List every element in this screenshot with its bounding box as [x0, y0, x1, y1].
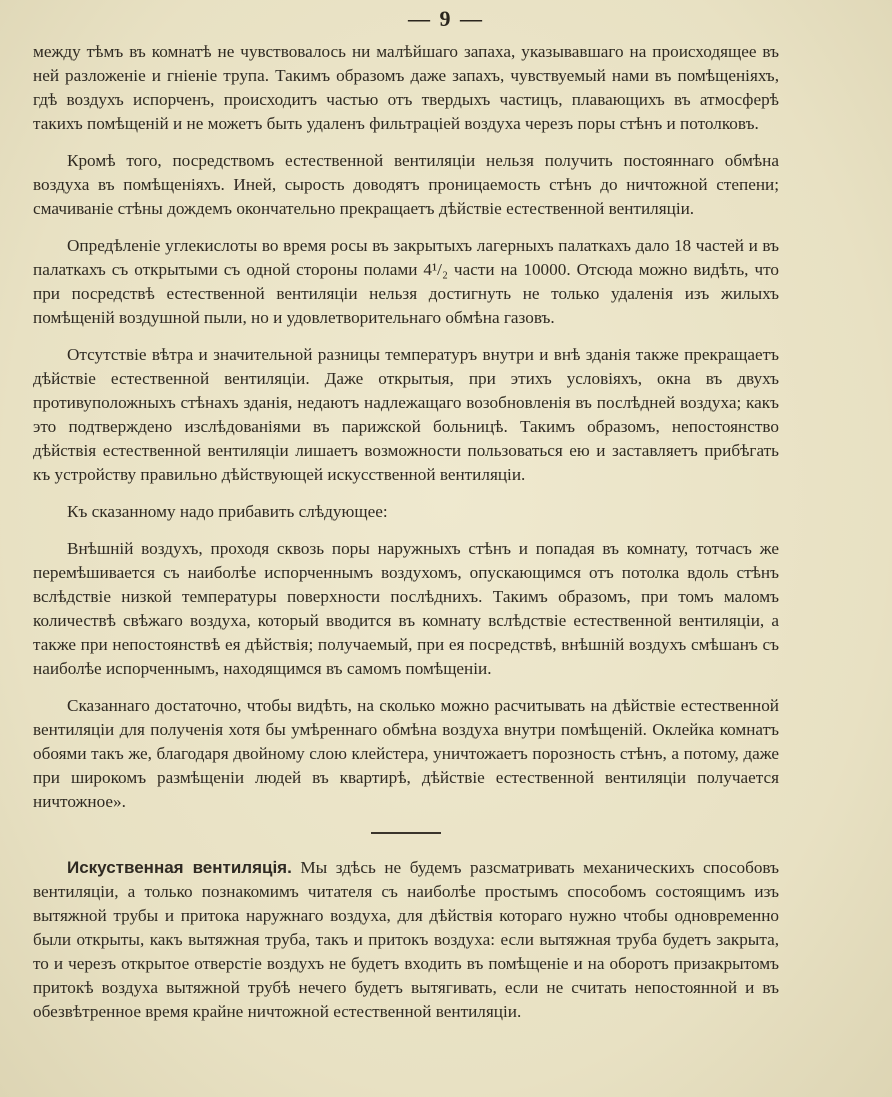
paragraph-6: Внѣшній воздухъ, проходя сквозь поры наружныхъ стѣнъ и попадая въ комнату, тотчасъ же перемѣшивается съ наиболѣе испорченнымъ воздухомъ, опускающимся отъ потолка вдоль стѣнъ вслѣдствіе низкой температуры поверхности послѣднихъ. Такимъ образомъ, при томъ маломъ количествѣ свѣжаго воздуха, который вводится въ комнату вслѣдствіе естественной вентиляціи, а также при непостоянствѣ ея дѣйствія; получаемый, при ея посредствѣ, внѣшній воздухъ смѣшанъ съ наиболѣе испорченнымъ, находящимся въ самомъ помѣщеніи. [33, 539, 779, 678]
page-number: — 9 — [408, 6, 484, 31]
section-text: Мы здѣсь не будемъ разсматривать механическихъ способовъ вентиляціи, а только познакомимъ читателя съ наиболѣе простымъ способомъ состоящимъ изъ вытяжной трубы и притока наружнаго воздуха, для дѣйствія котораго нужно чтобы одновременно были открыты, какъ вытяжная труба, такъ и притокъ воздуха: если вытяжная труба будетъ закрыта, то и черезъ открытое отверстіе воздухъ не будетъ входить въ помѣщеніе и на оборотъ призакрытомъ притокѣ воздуха вытяжной трубѣ нечего будетъ вытягивать, если не считать непостоянной и въ обезвѣтренное время крайне ничтожной естественной вентиляціи. [33, 858, 779, 1021]
paragraph-5: Къ сказанному надо прибавить слѣдующее: [67, 502, 388, 521]
paragraph-2: Кромѣ того, посредствомъ естественной вентиляціи нельзя получить постояннаго обмѣна воздуха въ помѣщеніяхъ. Иней, сырость доводятъ проницаемость стѣнъ до ничтожной степени; смачиваніе стѣны дождемъ окончательно прекращаетъ дѣйствіе естественной вентиляціи. [33, 151, 779, 218]
section-divider [371, 832, 441, 834]
section-heading: Искуственная вентиляція. [67, 858, 292, 877]
paragraph-7: Сказаннаго достаточно, чтобы видѣть, на сколько можно расчитывать на дѣйствіе естественной вентиляціи для полученія хотя бы умѣреннаго обмѣна воздуха внутри помѣщеній. Оклейка комнатъ обоями такъ же, благодаря двойному слою клейстера, уничтожаетъ порозность стѣнъ, а потому, даже при широкомъ размѣщеніи людей въ квартирѣ, дѣйствіе естественной вентиляціи получается ничтожное». [33, 696, 779, 811]
section-paragraph [33, 856, 779, 1024]
body-text [33, 40, 779, 1024]
paragraph-1: между тѣмъ въ комнатѣ не чувствовалось ни малѣйшаго запаха, указывавшаго на происходящее въ ней разложеніе и гніеніе трупа. Такимъ образомъ даже запахъ, чувствуемый нами въ помѣщеніяхъ, гдѣ воздухъ испорченъ, происходитъ частью отъ твердыхъ частицъ, плавающихъ въ атмосферѣ такихъ помѣщеній и не можетъ быть удаленъ фильтраціей воздуха черезъ поры стѣнъ и потолковъ. [33, 42, 779, 133]
paragraph-3: Опредѣленіе углекислоты во время росы въ закрытыхъ лагерныхъ палаткахъ дало 18 частей и въ палаткахъ съ открытыми съ одной стороны полами 4¹/₂ части на 10000. Отсюда можно видѣть, что при посредствѣ естественной вентиляціи нельзя достигнуть не только удаленія изъ жилыхъ помѣщеній воздушной пыли, но и удовлетворительнаго обмѣна газовъ. [33, 236, 779, 327]
paragraph-4: Отсутствіе вѣтра и значительной разницы температуръ внутри и внѣ зданія также прекращаетъ дѣйствіе естественной вентиляціи. Даже открытыя, при этихъ условіяхъ, окна въ двухъ противуположныхъ стѣнахъ зданія, недаютъ надлежащаго возобновленія въ послѣдней воздуха; какъ это подтверждено изслѣдованіями въ парижской больницѣ. Такимъ образомъ, непостоянство дѣйствія естественной вентиляціи лишаетъ возможности пользоваться ею и заставляетъ прибѣгать къ устройству правильно дѣйствующей искусственной вентиляціи. [33, 345, 779, 484]
